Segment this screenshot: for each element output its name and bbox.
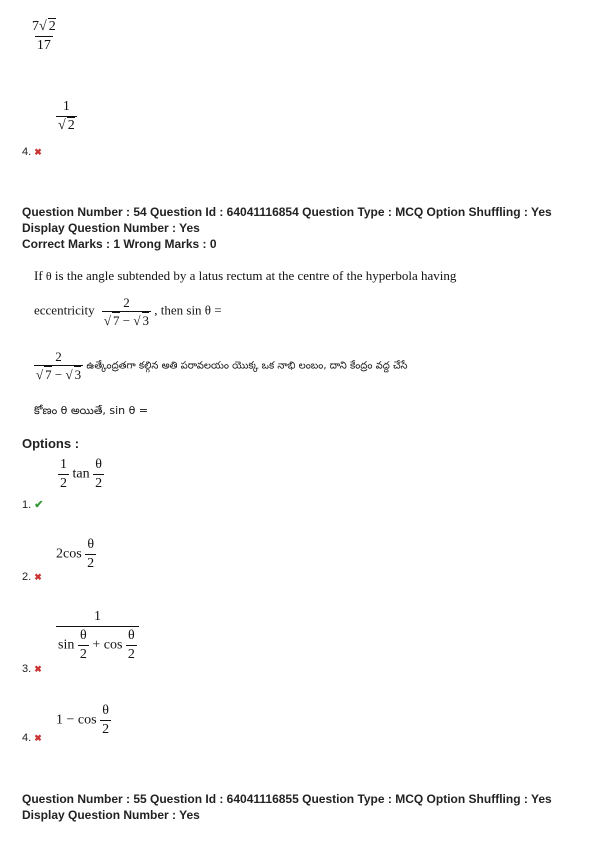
- options-label: Options :: [22, 436, 80, 451]
- next-question-meta: [22, 791, 582, 823]
- next-question-meta-line-1: Question Number : 55 Question Id : 64041116855 Question Type : MCQ Option Shuffling : Yes: [22, 792, 552, 806]
- prev-option-3-value: $\frac{7√ 2}{17}$: [32, 19, 56, 53]
- question-text-te-line-1: $\frac{2}{√ 7 - √ 3}$ ఉత్కేంద్రతగా కల్గిన అతి పరావలయం యొక్క ఒక నాభి లంబం, దాని కేంద్రం వద్ద చేసే: [36, 349, 408, 382]
- eccentricity-fraction-te: $\frac{2}{√ 7 - √ 3}$: [36, 349, 82, 382]
- option-4-label[interactable]: 4. ✖: [22, 732, 42, 744]
- check-icon: ✔: [34, 499, 44, 511]
- prev-option-4-value: $\frac{1}{√ 2}$: [58, 99, 75, 133]
- eccentricity-fraction: $\frac{2}{√ 7 - √ 3}$: [103, 295, 149, 328]
- cross-icon: ✖: [34, 147, 42, 157]
- next-question-meta-line-2: Display Question Number : Yes: [22, 808, 200, 822]
- option-3-label[interactable]: 3. ✖: [22, 663, 42, 675]
- option-2-label[interactable]: 2. ✖: [22, 571, 42, 583]
- cross-icon: ✖: [34, 572, 42, 582]
- question-text-en-line-1: If θ is the angle subtended by a latus rectum at the centre of the hyperbola having: [34, 268, 457, 283]
- cross-icon: ✖: [34, 664, 42, 674]
- option-1-expression: $\frac{1}{2}$ tan $\frac{\theta}{2}$: [60, 457, 103, 491]
- prev-option-4-label: 4. ✖: [22, 146, 42, 158]
- question-meta-line-1: Question Number : 54 Question Id : 64041116854 Question Type : MCQ Option Shuffling : Yes: [22, 205, 552, 219]
- question-meta-line-2: Display Question Number : Yes: [22, 221, 200, 235]
- option-4-expression: 1 − cos $\frac{\theta}{2}$: [56, 703, 110, 737]
- option-1-label[interactable]: 1. ✔: [22, 499, 44, 511]
- option-3-expression: 1 sin $\frac{\theta}{2}$ + cos $\frac{\theta}{2}$: [56, 610, 139, 662]
- cross-icon: ✖: [34, 733, 42, 743]
- question-meta: [22, 204, 582, 252]
- question-text-te-line-2: కోణం θ అయితే, sin θ =: [34, 404, 149, 417]
- question-text-en-line-2: eccentricity $\frac{2}{√ 7 - √ 3}$ , then sin θ =: [34, 295, 222, 328]
- question-marks: Correct Marks : 1 Wrong Marks : 0: [22, 237, 217, 251]
- option-2-expression: 2cos $\frac{\theta}{2}$: [56, 537, 95, 571]
